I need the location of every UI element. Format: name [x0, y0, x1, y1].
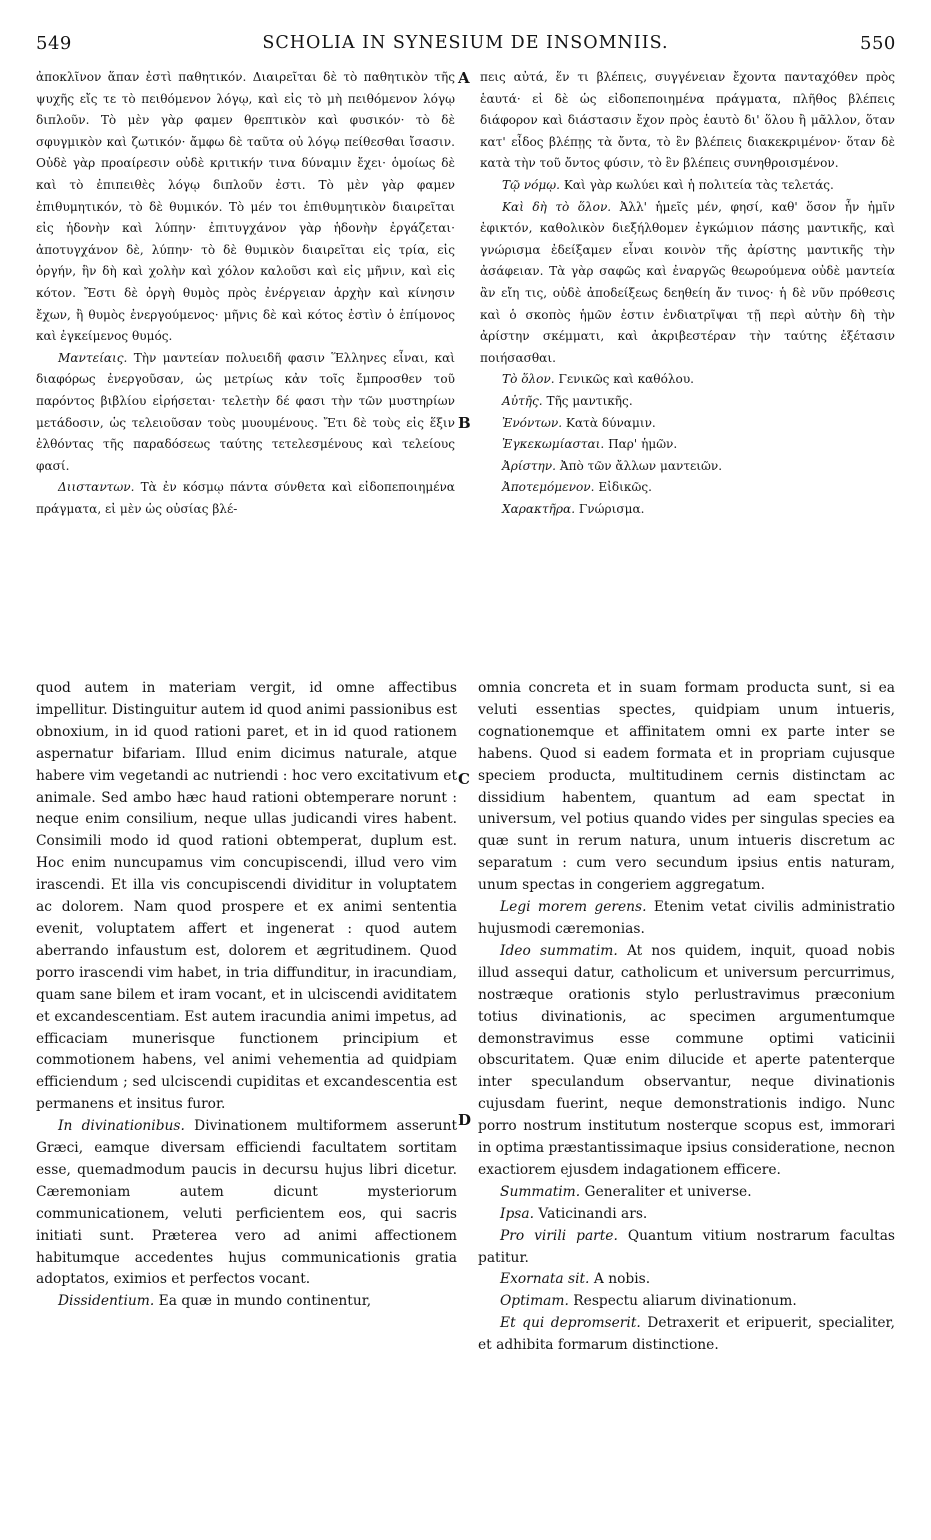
lemma: Et qui depromserit. — [500, 1315, 641, 1332]
paragraph-text: Quantum vitium nostrarum facultas patitur. — [478, 1227, 895, 1266]
greek-gloss — [480, 434, 895, 456]
paragraph-text: ἀποκλῖνον ἅπαν ἐστὶ παθητικόν. Διαιρεῖται δὲ τὸ παθητικὸν τῆς ψυχῆς εἴς τε τὸ πειθόμενον λόγῳ, καὶ εἰς τὸ μὴ πειθόμενον λόγῳ διπλοῦν. Τὸ μὲν γὰρ φαμεν θρεπτικὸν καὶ φυσικόν· τὸ δὲ σφυγμικὸν καὶ ζωτικόν· ἄμφω δὲ ταῦτα οὐ λόγῳ πείθεσθαι ἴσασιν. Οὐδὲ γὰρ προαίρεσιν οὐδὲ κριτικήν τινα δύναμιν ἔχει· ὁμοίως δὲ καὶ τὸ ἐπιπειθὲς λόγῳ διπλοῦν ἐστι. Τὸ μὲν γὰρ φαμεν ἐπιθυμητικόν, τὸ δὲ θυμικόν. Τὸ μέν τοι ἐπιθυμητικὸν διαιρεῖται εἰς ἡδονὴν καὶ λύπην· ἐπιτυγχάνον γὰρ ἡδονὴν ἐργάζεται· ἀποτυγχάνον δὲ, λύπην· τὸ δὲ θυμικὸν διαιρεῖται εἰς τρία, εἰς ὀργήν, ἣν δὴ καὶ χολὴν καὶ χόλον καλοῦσι καὶ εἰς μῆνιν, καὶ εἰς κότον. Ἔστι δὲ ὀργὴ θυμὸς πρὸς ἐνέργειαν ἀρχὴν καὶ κίνησιν ἔχων, ἢ θυμὸς ἐνεργούμενος· μῆνις δὲ καὶ κότος ἐστὶν ὁ ἐπίμονος καὶ ἐγκείμενος θυμός. — [36, 70, 455, 344]
greek-paragraph — [480, 175, 895, 197]
greek-paragraph — [480, 67, 895, 175]
lemma: Διισταντων. — [58, 480, 135, 495]
paragraph-text: Γενικῶς καὶ καθόλου. — [558, 372, 695, 387]
greek-gloss — [480, 456, 895, 478]
paragraph-text: Ea quæ in mundo continentur, — [158, 1293, 372, 1310]
lemma: In divinationibus. — [58, 1118, 185, 1135]
greek-text-left-column — [36, 67, 455, 520]
paragraph-text: Παρ' ἡμῶν. — [608, 437, 678, 452]
lemma: Τὸ ὅλον. — [502, 372, 555, 387]
paragraph-text: Τὴν μαντείαν πολυειδῆ φασιν Ἕλληνες εἶναι, καὶ διαφόρως ἐνεργοῦσαν, ὡς μετρίως κἀν τοῖς ἔμπροσθεν τοῦ παρόντος βιβλίου εἰρήσεται· τελετὴν δέ φασι τὴν τῶν μυστηρίων μετάδοσιν, ὡς τελειοῦσαν τοὺς μυουμένους. Ἔτι δὲ τοὺς εἰς ἕξιν ἐλθόντας τῆς παραδόσεως ταύτης τετελεσμένους καὶ τελείους φασί. — [36, 350, 455, 473]
lemma: Legi morem gerens. — [500, 899, 647, 916]
paragraph-text: Generaliter et universe. — [584, 1183, 752, 1200]
paragraph-text: quod autem in materiam vergit, id omne affectibus impellitur. Distinguitur autem id quod animi passionibus est obnoxium, in id quod rationi paret, et in id quod rationem aspernatur bifariam. Illud enim dicimus naturale, atque habere vim vegetandi ac nutriendi : hoc vero excitativum et animale. Sed ambo hæc haud rationi obtemperare norunt : neque enim consilium, neque ullas judicandi vires habent. Consimili modo id quod rationi obtemperat, duplum est. Hoc enim nuncupamus vim concupiscendi, illud vero vim irascendi. Et illa vis concupiscendi dividitur in voluptatem ac dolorem. Nam quod prospere et ex animi sententia evenit, voluptatem affert et ingenerat : quod autem aberrando infaustum est, dolorem et ægritudinem. Quod porro irascendi vim habet, in tria diffunditur, in iracundiam, quam sane bilem et iram vocant, et in ulciscendi aviditatem et excandescentiam. Est autem iracundia animi impetus, ad efficaciam munerisque functionem principium et commotionem habens, vel animi vehementia ad quidpiam efficiendum ; sed ulciscendi cupiditas et excandescentia est permanens et insitus furor. — [36, 680, 457, 1113]
latin-gloss — [478, 1226, 895, 1270]
latin-text-right-column — [478, 678, 895, 1357]
greek-paragraph — [36, 477, 455, 520]
lemma: Ipsa. — [500, 1205, 534, 1222]
paragraph-text: Etenim vetat civilis administratio hujusmodi cæremonias. — [478, 899, 896, 937]
latin-gloss — [478, 1182, 895, 1204]
greek-text-right-column — [480, 67, 895, 520]
lemma: Ἀρίστην. — [502, 458, 556, 473]
lemma: Ἐνόντων. — [502, 415, 563, 430]
lemma: Αὐτῆς. — [502, 393, 543, 408]
lemma: Summatim. — [500, 1183, 581, 1200]
lemma: Τῷ νόμῳ. — [502, 177, 560, 192]
margin-letter-d: D — [458, 1111, 472, 1129]
latin-text-left-column — [36, 678, 457, 1313]
lemma: Dissidentium. — [58, 1293, 155, 1310]
latin-paragraph — [36, 1116, 457, 1291]
margin-letter-b: B — [458, 414, 471, 432]
paragraph-text: Τὰ ἐν κόσμῳ πάντα σύνθετα καὶ εἰδοπεποιημένα πράγματα, εἰ μὲν ὡς οὐσίας βλέ- — [36, 480, 455, 516]
greek-gloss — [480, 391, 895, 413]
paragraph-text: Τῆς μαντικῆς. — [546, 393, 633, 408]
paragraph-text: Κατὰ δύναμιν. — [565, 415, 656, 430]
lemma: Καὶ δὴ τὸ ὅλον. — [502, 199, 612, 214]
paragraph-text: Respectu aliarum divinationum. — [573, 1293, 797, 1310]
paragraph-text: Divinationem multiformem asserunt Græci, eamque diversam efficiendi facultatem sortitam esse, quemadmodum paucis in decursu hujus libri dicetur. Cæremoniam autem dicunt mysteriorum communicationem, veluti perficientem eos, qui sacris initiati sunt. Præterea vero ad animi affectionem habitumque accedentes hujus communicationis gratia adoptatos, eximios et perfectos vocant. — [36, 1118, 458, 1288]
margin-letter-a: A — [458, 69, 470, 87]
greek-paragraph — [36, 67, 455, 348]
latin-paragraph — [36, 1291, 457, 1313]
latin-paragraph — [36, 678, 457, 1116]
lemma: Optimam. — [500, 1293, 569, 1310]
paragraph-text: omnia concreta et in suam formam producta sunt, si ea veluti essentias spectes, quidpiam unum intueris, cognationemque et affinitatem omni ex parte inter se habens. Quod si eadem formata et in propriam cujusque speciem producta, multitudinem cernis distinctam ac dissidium habentem, quantum ad eam spectat in universum, vel potius quando vides per singulas species ea quæ sunt in rerum natura, unum intueris discretum ac separatum : cum vero secundum ipsius entis naturam, unum spectas in congeriem aggregatum. — [478, 680, 895, 894]
lemma: Exornata sit. — [500, 1271, 590, 1288]
paragraph-text: Vaticinandi ars. — [538, 1205, 648, 1222]
page-number-right: 550 — [860, 33, 896, 54]
margin-letter-c: C — [458, 770, 470, 788]
page-number-left: 549 — [36, 33, 72, 54]
greek-gloss — [480, 413, 895, 435]
paragraph-text: Καὶ γὰρ κωλύει καὶ ἡ πολιτεία τὰς τελετάς. — [563, 177, 834, 192]
running-header — [0, 0, 931, 54]
lemma: Pro virili parte. — [500, 1227, 618, 1244]
greek-paragraph — [480, 197, 895, 370]
lemma: Ideo summatim. — [500, 942, 618, 959]
latin-paragraph — [478, 897, 895, 941]
paragraph-text: πεις αὐτά, ἕν τι βλέπεις, συγγένειαν ἔχοντα πανταχόθεν πρὸς ἑαυτά· εἰ δὲ ὡς εἰδοπεποιημένα πράγματα, πλῆθος βλέπεις διάφορον καὶ διάστασιν ἔχον πρὸς ἑαυτὸ δι' ὅλου ἢ μᾶλλον, ὅταν κατ' εἶδος βλέπῃς τὰ ὄντα, τὸ ἓν βλέπεις διακεκριμένον· ὅταν δὲ κατὰ τὴν τοῦ ὄντος φύσιν, τὸ ἓν βλέπεις συνηθροισμένον. — [480, 70, 895, 171]
paragraph-text: A nobis. — [593, 1271, 651, 1288]
lemma: Χαρακτῆρα. — [502, 501, 576, 516]
latin-gloss — [478, 1313, 895, 1357]
lemma: Ἀποτεμόμενον. — [502, 480, 595, 495]
greek-gloss — [480, 369, 895, 391]
latin-gloss — [478, 1291, 895, 1313]
paragraph-text: Detraxerit et eripuerit, specialiter, et adhibita formarum distinctione. — [478, 1315, 896, 1354]
lemma: Ἐγκεκωμίασται. — [502, 437, 605, 452]
greek-paragraph — [36, 348, 455, 478]
lemma: Μαντείαις. — [58, 350, 128, 365]
paragraph-text: At nos quidem, inquit, quoad nobis illud assequi datur, catholicum et universum percurrimus, nostræque orationis stylo perlustravimus præconium totius divinationis, ac specimen argumentumque demonstravimus esse commune optimi vaticinii obscuritatem. Quæ enim dilucide et aperte patenterque inter speculandum observantur, neque divinationis cujusdam fuerint, neque demonstrationis indigo. Nunc porro nostrum institutum nosterque scopus est, immorari in optima præstantissimaque ipsius consideratione, necnon exactiorem ejusdem indagationem efficere. — [478, 942, 895, 1178]
paragraph-text: Ἀπὸ τῶν ἄλλων μαντειῶν. — [559, 458, 723, 473]
latin-gloss — [478, 1269, 895, 1291]
latin-paragraph — [478, 941, 895, 1182]
paragraph-text: Εἰδικῶς. — [598, 480, 652, 495]
paragraph-text: Ἀλλ' ἡμεῖς μέν, φησί, καθ' ὅσον ἦν ἡμῖν ἐφικτόν, καθολικὸν διεξήλθομεν ἐγκώμιον πάσης μαντικῆς, καὶ γνώρισμα ἐδείξαμεν εἶναι κοινὸν τῆς ἀρίστης μαντικῆς τὴν ἀσάφειαν. Τὰ γὰρ σαφῶς καὶ ἐναργῶς θεωρούμενα οὐδὲ μαντεία ἂν εἴη τις, οὐδὲ ἀποδείξεως δεηθείη ἄν τινος· ἡ δὲ νῦν πρόθεσις καὶ ὁ σκοπὸς ἡμῶν ἐστιν ἐνδιατρῖψαι τῇ περὶ αὐτὴν δὴ τὴν ἀρίστην σκέμματι, καὶ ἀκριβεστέραν τὴν ταύτης ἐξέτασιν ποιήσασθαι. — [480, 199, 895, 365]
latin-gloss — [478, 1204, 895, 1226]
running-title: SCHOLIA IN SYNESIUM DE INSOMNIIS. — [262, 33, 669, 53]
latin-paragraph — [478, 678, 895, 897]
greek-gloss — [480, 477, 895, 499]
greek-gloss — [480, 499, 895, 521]
paragraph-text: Γνώρισμα. — [578, 501, 645, 516]
